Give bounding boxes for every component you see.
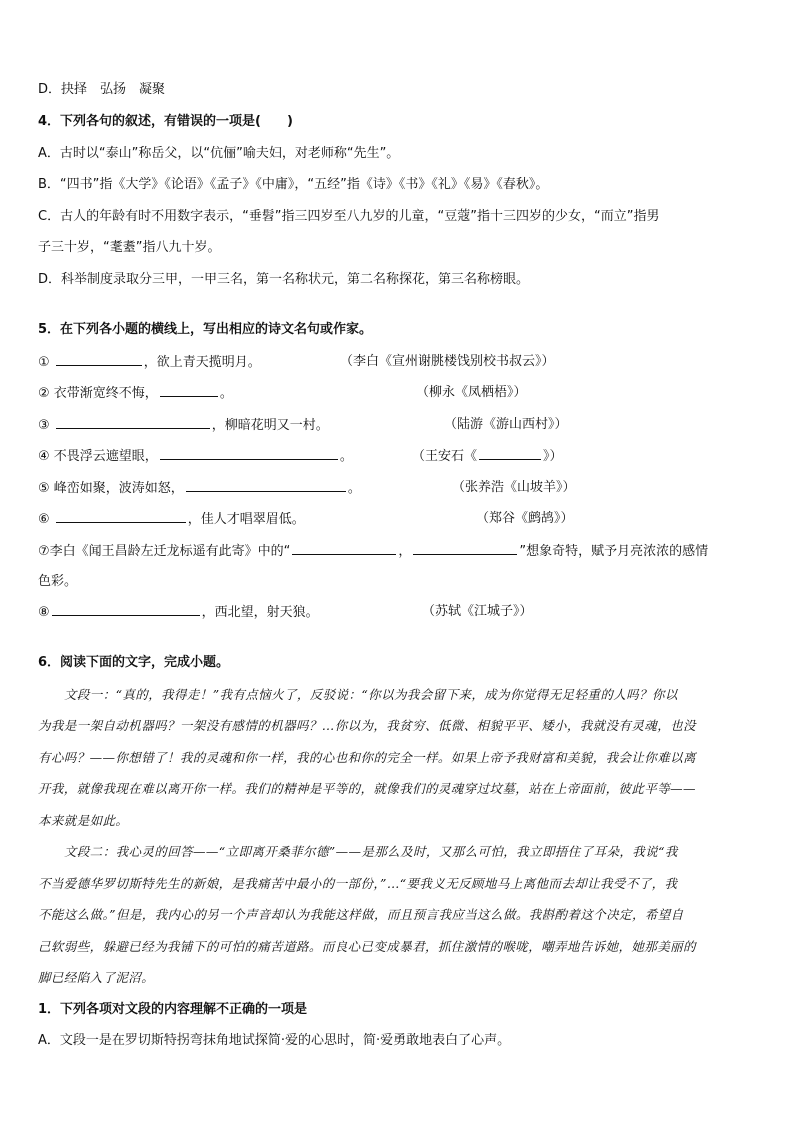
answer-blank[interactable]	[160, 384, 218, 397]
item-text: 。	[339, 449, 353, 464]
q4-option-d: D．科举制度录取分三甲，一甲三名，第一名称状元，第二名称探花，第三名称榜眼。	[38, 272, 530, 287]
q5-item-5	[38, 479, 764, 498]
q5-item-4	[38, 447, 764, 466]
item-source: （苏轼《江城子》）	[422, 604, 533, 619]
item-source: （柳永《凤栖梧》）	[416, 385, 527, 400]
answer-blank[interactable]	[56, 510, 186, 523]
item-source: （李白《宣州谢朓楼饯别校书叔云》）	[340, 354, 555, 369]
item-source: （陆游《游山西村》）	[444, 417, 568, 432]
item-text: ，佳人才唱翠眉低。	[187, 512, 305, 527]
item-source: （张养浩《山坡羊》）	[452, 480, 576, 495]
answer-blank[interactable]	[292, 542, 396, 555]
item-number: ②	[38, 386, 50, 401]
item-number: ⑥	[38, 512, 50, 527]
q5-item-8	[38, 603, 764, 622]
item-number: ④	[38, 449, 50, 464]
item-text: ，欲上青天揽明月。	[143, 355, 261, 370]
item-number: ⑧	[38, 605, 50, 620]
q4-option-c-line2: 子三十岁，“耄耋”指八九十岁。	[38, 240, 221, 255]
item-number: ①	[38, 355, 50, 370]
answer-blank[interactable]	[479, 447, 541, 460]
q5-stem: 5．在下列各小题的横线上，写出相应的诗文名句或作家。	[38, 322, 373, 337]
item-text: 。	[347, 481, 361, 496]
item-text: ，柳暗花明又一村。	[211, 418, 329, 433]
item-source: （郑谷《鹧鸪》）	[476, 511, 574, 526]
answer-blank[interactable]	[52, 603, 200, 616]
answer-blank[interactable]	[186, 479, 346, 492]
item-text: 。	[219, 386, 233, 401]
passage1-line: 本来就是如此。	[38, 813, 129, 828]
q5-item-2	[38, 384, 764, 403]
answer-blank[interactable]	[56, 416, 210, 429]
passage1-line: 文段一：“真的，我得走！”我有点恼火了，反驳说：“你以为我会留下来，成为你觉得无足轻重的人吗？你以	[64, 687, 678, 702]
passage2-line: 文段二：我心灵的回答——“立即离开桑菲尔德”——是那么及时，又那么可怕，我立即捂住了耳朵，我说“我	[64, 844, 678, 859]
item-text-before: 峰峦如聚，波涛如怒，	[53, 481, 184, 496]
passage2-line: 脚已经陷入了泥沼。	[38, 970, 155, 985]
q5-item-7-line1: ⑦李白《闻王昌龄左迁龙标遥有此寄》中的“ ， ”想象奇特，赋予月亮浓浓的感情	[38, 544, 709, 559]
item-text: ”想象奇特，赋予月亮浓浓的感情	[519, 544, 709, 559]
passage2-line: 己软弱些，躲避已经为我铺下的可怕的痛苦道路。而良心已变成暴君，抓住激情的喉咙，嘲弄地告诉她，她那美丽的	[38, 939, 696, 954]
item-number: ③	[38, 418, 50, 433]
q3-option-d: D．抉择 弘扬 凝聚	[38, 82, 166, 97]
passage1-line: 为我是一架自动机器吗？一架没有感情的机器吗？…你以为，我贫穷、低微、相貌平平、矮小，我就没有灵魂，也没	[38, 718, 696, 733]
q6-sub1-stem: 1．下列各项对文段的内容理解不正确的一项是	[38, 1002, 308, 1017]
q6-stem: 6．阅读下面的文字，完成小题。	[38, 655, 230, 670]
passage1-line: 开我，就像我现在难以离开你一样。我们的精神是平等的，就像我们的灵魂穿过坟墓，站在上帝面前，彼此平等——	[38, 781, 696, 796]
q4-option-a: A．古时以“泰山”称岳父，以“伉俪”喻夫妇，对老师称“先生”。	[38, 146, 400, 161]
passage2-line: 不当爱德华罗切斯特先生的新娘，是我痛苦中最小的一部份，”…“要我义无反顾地马上离他而去却让我受不了，我	[38, 876, 678, 891]
q4-stem: 4．下列各句的叙述，有错误的一项是( )	[38, 114, 293, 129]
item-number: ⑤	[38, 481, 50, 496]
q5-item-3	[38, 416, 764, 435]
item-text: ，西北望，射天狼。	[201, 605, 319, 620]
q5-item-1	[38, 353, 764, 372]
answer-blank[interactable]	[160, 447, 338, 460]
item-source: （王安石《 》）	[412, 449, 563, 464]
q4-option-c-line1: C．古人的年龄有时不用数字表示，“垂髫”指三四岁至八九岁的儿童，“豆蔻”指十三四岁的少女，“而立”指男	[38, 209, 660, 224]
answer-blank[interactable]	[413, 542, 517, 555]
item-text-before: 衣带渐宽终不悔，	[53, 386, 158, 401]
item-text-before: 不畏浮云遮望眼，	[53, 449, 158, 464]
q4-option-b: B．“四书”指《大学》《论语》《孟子》《中庸》，“五经”指《诗》《书》《礼》《易》《春秋》。	[38, 177, 549, 192]
item-number: ⑦	[38, 544, 50, 559]
item-text-before: 李白《闻王昌龄左迁龙标遥有此寄》中的“	[49, 544, 291, 559]
q5-item-6	[38, 510, 764, 529]
q5-item-7-line2: 色彩。	[38, 574, 78, 589]
passage2-line: 不能这么做。”但是，我内心的另一个声音却认为我能这样做，而且预言我应当这么做。我斟酌着这个决定，希望自	[38, 907, 684, 922]
answer-blank[interactable]	[56, 353, 142, 366]
q6-sub1-option-a: A．文段一是在罗切斯特拐弯抹角地试探简·爱的心思时，简·爱勇敢地表白了心声。	[38, 1033, 511, 1048]
passage1-line: 有心吗？——你想错了！我的灵魂和你一样，我的心也和你的完全一样。如果上帝予我财富和美貌，我会让你难以离	[38, 750, 696, 765]
